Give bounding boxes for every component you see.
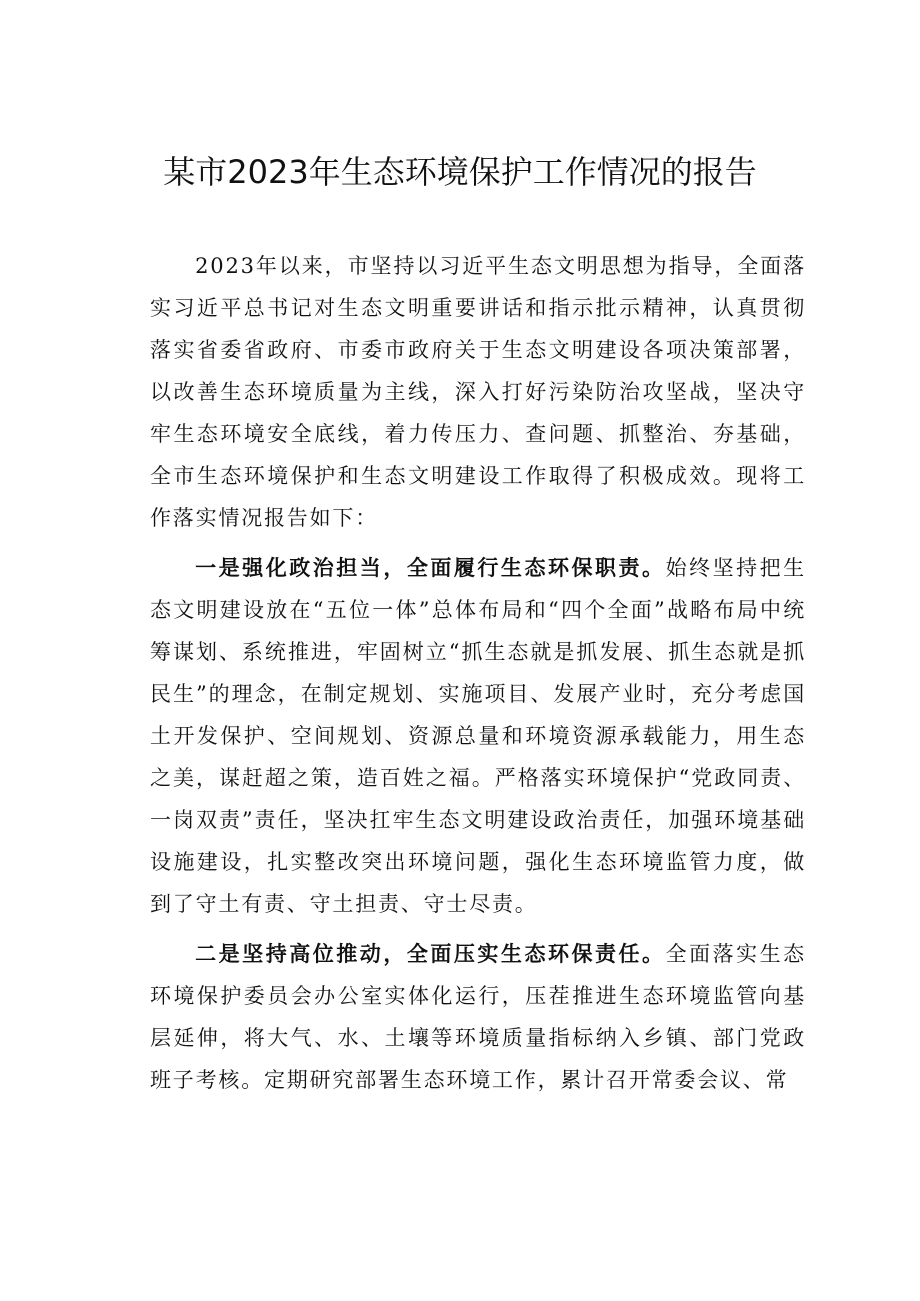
paragraph-lead: 二是坚持高位推动，全面压实生态环保责任。 <box>195 941 666 966</box>
document-body <box>150 245 806 1101</box>
paragraph-point-one <box>150 547 806 925</box>
paragraph-point-two <box>150 933 806 1101</box>
paragraph-text: 2023年以来，市坚持以习近平生态文明思想为指导，全面落实习近平总书记对生态文明重要讲话和指示批示精神，认真贯彻落实省委省政府、市委市政府关于生态文明建设各项决策部署，以改善生态环境质量为主线，深入打好污染防治攻坚战，坚决守牢生态环境安全底线，着力传压力、查问题、抓整治、夯基础，全市生态环境保护和生态文明建设工作取得了积极成效。现将工作落实情况报告如下： <box>150 254 806 530</box>
document-title: 某市2023年生态环境保护工作情况的报告 <box>163 153 757 191</box>
paragraph-intro <box>150 245 806 539</box>
paragraph-text: 全面落实生态环境保护委员会办公室实体化运行，压茬推进生态环境监管向基层延伸，将大气、水、土壤等环境质量指标纳入乡镇、部门党政班子考核。定期研究部署生态环境工作，累计召开常委会议、常 <box>150 942 806 1092</box>
paragraph-lead: 一是强化政治担当，全面履行生态环保职责。 <box>195 555 666 580</box>
paragraph-text: 始终坚持把生态文明建设放在“五位一体”总体布局和“四个全面”战略布局中统筹谋划、系统推进，牢固树立“抓生态就是抓发展、抓生态就是抓民生”的理念，在制定规划、实施项目、发展产业时，充分考虑国土开发保护、空间规划、资源总量和环境资源承载能力，用生态之美，谋赶超之策，造百姓之福。严格落实环境保护“党政同责、一岗双责”责任，坚决扛牢生态文明建设政治责任，加强环境基础设施建设，扎实整改突出环境问题，强化生态环境监管力度，做到了守土有责、守土担责、守士尽责。 <box>150 556 806 916</box>
